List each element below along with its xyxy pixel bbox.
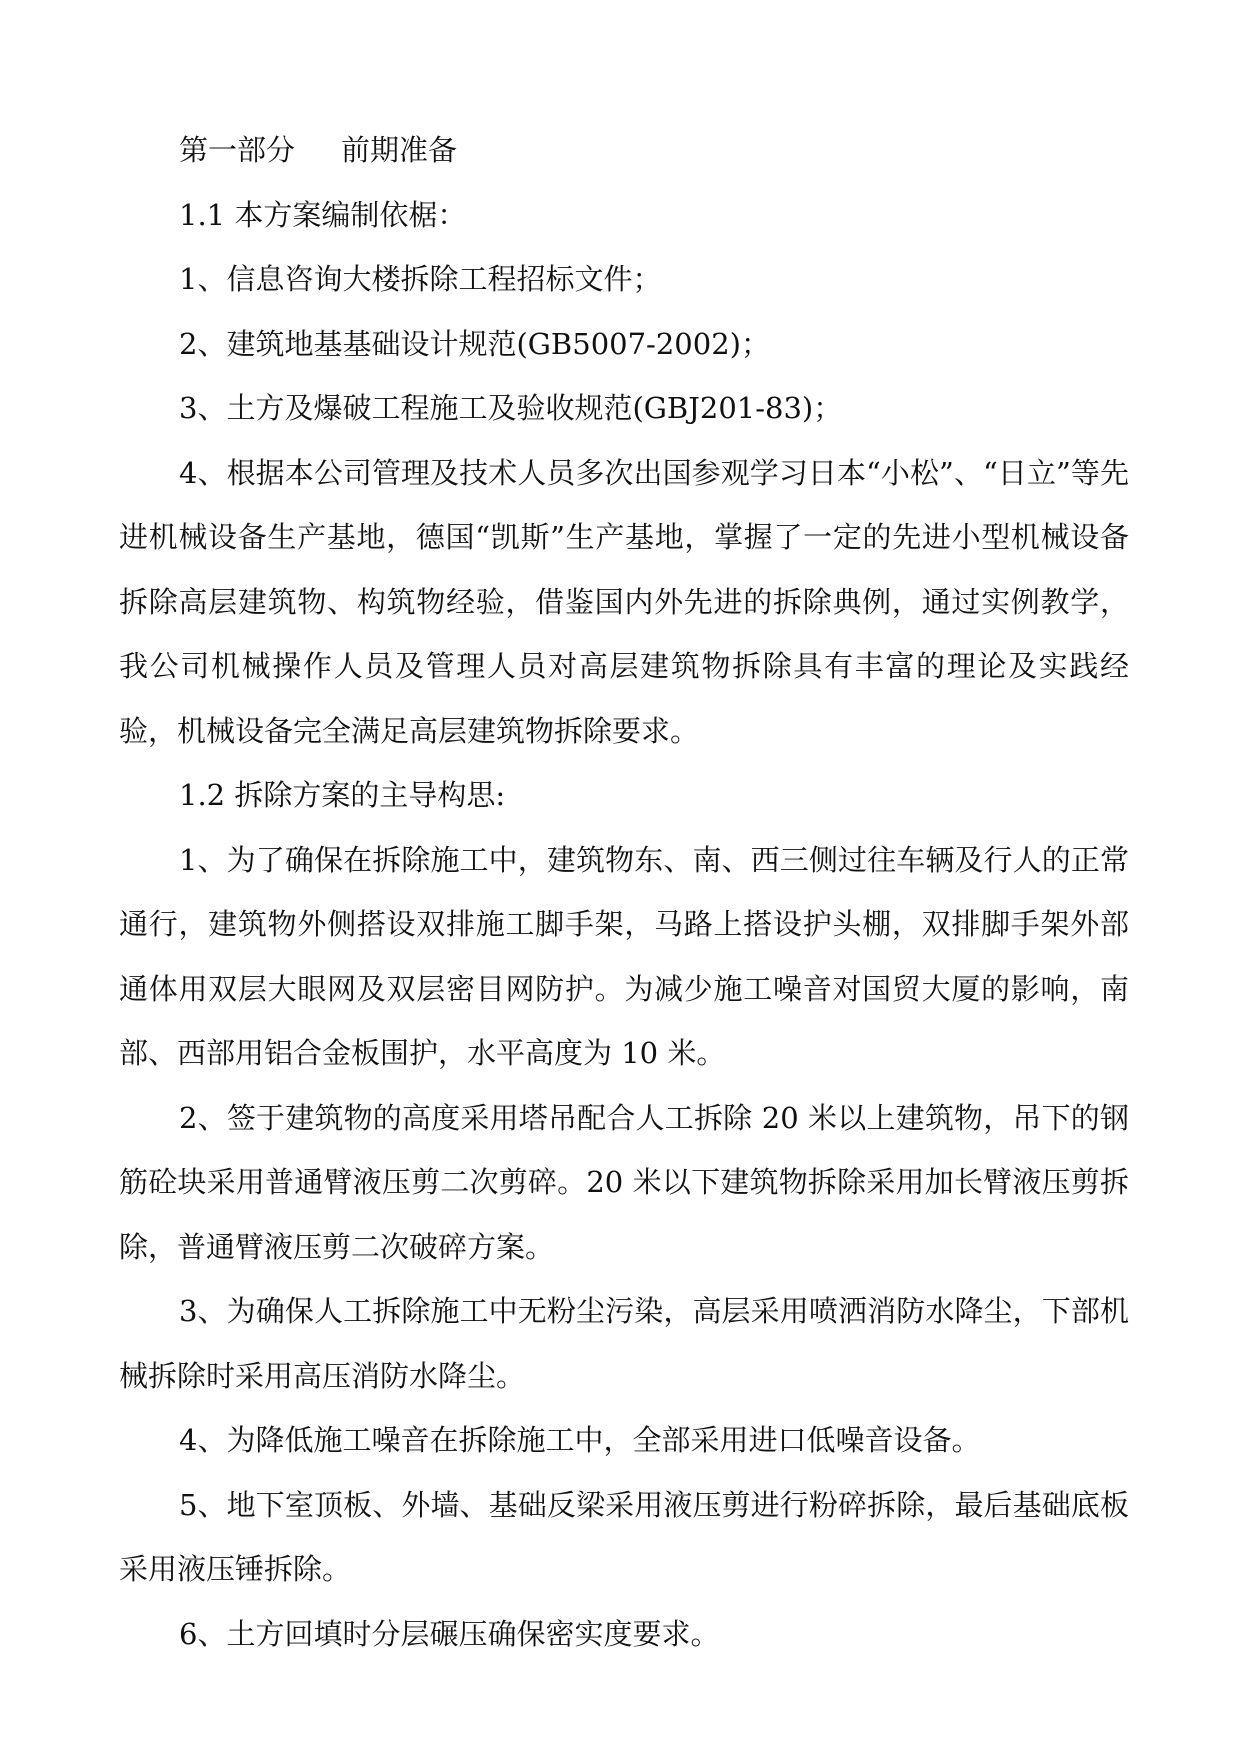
basis-item: 4、根据本公司管理及技术人员多次出国参观学习日本“小松”、“日立”等先进机械设备生产基地，德国“凯斯”生产基地，掌握了一定的先进小型机械设备拆除高层建筑物、构筑物经验，借鉴国内外先进的拆除典例，通过实例教学，我公司机械操作人员及管理人员对高层建筑物拆除具有丰富的理论及实践经验，机械设备完全满足高层建筑物拆除要求。 [119, 455, 1129, 748]
section-heading-1-2: 1.2 拆除方案的主导构思: [179, 778, 506, 812]
concept-item: 2、签于建筑物的高度采用塔吊配合人工拆除 20 米以上建筑物，吊下的钢筋砼块采用普通臂液压剪二次剪碎。20 米以下建筑物拆除采用加长臂液压剪拆除，普通臂液压剪二次破碎方案。 [119, 1100, 1129, 1264]
concept-item: 4、为降低施工噪音在拆除施工中，全部采用进口低噪音设备。 [179, 1423, 981, 1457]
basis-item: 2、建筑地基基础设计规范(GB5007-2002)； [179, 326, 770, 361]
basis-item: 3、土方及爆破工程施工及验收规范(GBJ201-83)； [179, 391, 843, 425]
part-title [119, 118, 1129, 183]
concept-item: 1、为了确保在拆除施工中，建筑物东、南、西三侧过往车辆及行人的正常通行，建筑物外侧搭设双排施工脚手架，马路上搭设护头棚，双排脚手架外部通体用双层大眼网及双层密目网防护。为减少施工噪音对国贸大厦的影响，南部、西部用铝合金板围护，水平高度为 10 米。 [119, 842, 1129, 1070]
document-body [119, 118, 1129, 1666]
part-label: 第一部分 [179, 133, 296, 167]
concept-item: 3、为确保人工拆除施工中无粉尘污染，高层采用喷洒消防水降尘，下部机械拆除时采用高压消防水降尘。 [119, 1294, 1129, 1393]
part-name: 前期准备 [341, 133, 458, 167]
section-heading-1-1: 1.1 本方案编制依椐： [179, 197, 467, 232]
concept-item: 5、地下室顶板、外墙、基础反梁采用液压剪进行粉碎拆除，最后基础底板采用液压锤拆除。 [119, 1487, 1129, 1586]
basis-item: 1、信息咨询大楼拆除工程招标文件； [179, 262, 662, 296]
concept-item: 6、土方回填时分层碾压确保密实度要求。 [179, 1616, 720, 1651]
